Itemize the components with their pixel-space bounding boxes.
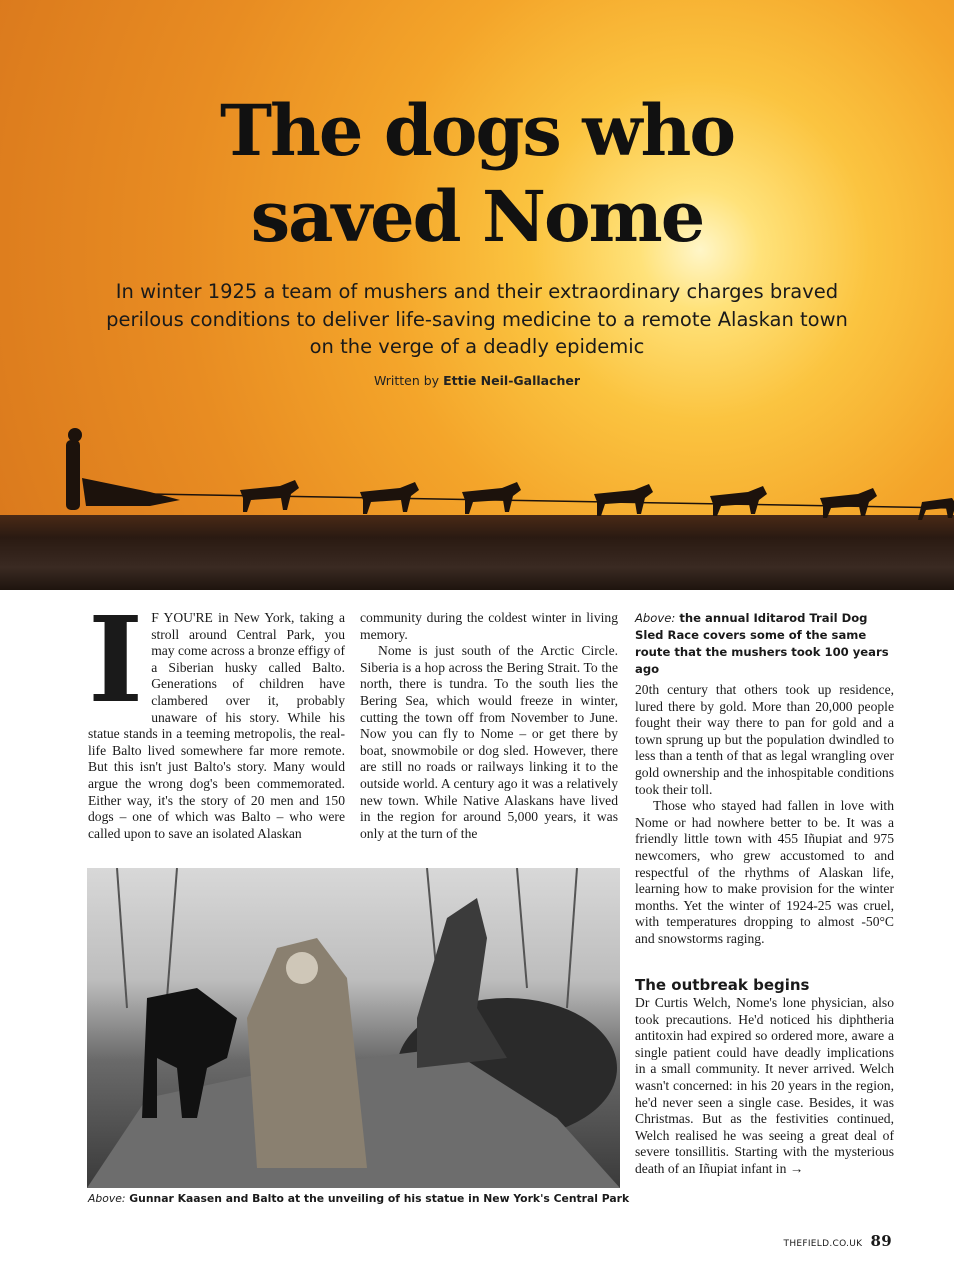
drop-cap: I bbox=[88, 590, 144, 729]
paragraph-1: F YOU'RE in New York, taking a stroll around Central Park, you may come across a bronze effigy of a Siberian husky called Balto. Generations of children have clambered over it, probably unaware of his story. While his statue stands in a teeming metropolis, the real-life Balto lived somewhere far more remote. But this isn't just Balto's story. Many would argue the wrong dog's been commemorated. Either way, it's the story of 20 men and 150 dogs – one of which was Balto – who were called upon to save an isolated Alaskan bbox=[88, 610, 345, 841]
paragraph-2-continued: 20th century that others took up residence, lured there by gold. More than 20,000 people fought their way there to pan for gold and a town sprung up but the population dwindled to less than a tenth of that as legal wrangling over gold ownership and the inhospitable conditions took their toll. bbox=[635, 682, 894, 797]
photo-illustration bbox=[87, 868, 620, 1188]
paragraph-1-continued: community during the coldest winter in living memory. bbox=[360, 610, 618, 642]
paragraph-4: Dr Curtis Welch, Nome's lone physician, also took precautions. He'd noticed his diphtheria antitoxin had expired so ordered more, aware a single patient could have deadly implications in a small community. It never arrived. Welch wasn't concerned: in his 20 years in the region, he'd never seen a single case. Besides, it was Christmas. But as the festivities continued, Welch realised he was seeing a great deal of severe tonsillitis. Starting with the mysterious death of an Iñupiat infant in → bbox=[635, 995, 894, 1176]
site-url: THEFIELD.CO.UK bbox=[783, 1239, 863, 1249]
caption-text: the annual Iditarod Trail Dog Sled Race covers some of the same route that the mushers took 100 years ago bbox=[635, 611, 889, 676]
article-column-2 bbox=[360, 610, 618, 842]
article-column-3 bbox=[635, 682, 894, 948]
paragraph-2: Nome is just south of the Arctic Circle. Siberia is a hop across the Bering Strait. To the north, there is tundra. To the south lies the Bering Sea, which would freeze in winter, cutting the town off from November to June. Now you can fly to Nome – or get there by boat, snowmobile or dog sled. However, there are still no roads or railways linking it to the outside world. A century ago it was a relatively new town. While Native Alaskans have lived in the region for around 5,000 years, it was only at the turn of the bbox=[360, 643, 618, 841]
musher-silhouette bbox=[66, 440, 80, 510]
title-line-2: saved Nome bbox=[250, 175, 704, 258]
paragraph-3: Those who stayed had fallen in love with Nome or had nowhere better to be. It was a friendly little town with 455 Iñupiat and 975 newcomers, who grew accustomed to and respectful of the rhythms of Alaskan life, learning how to make provision for the winter months. Yet the winter of 1924-25 was cruel, with temperatures dropping to almost -50°C and snowstorms raging. bbox=[635, 798, 894, 946]
hero-caption bbox=[635, 610, 897, 678]
page-number: 89 bbox=[870, 1232, 892, 1250]
caption-label: Above: bbox=[635, 611, 676, 625]
byline-prefix: Written by bbox=[373, 373, 440, 388]
sled-silhouette bbox=[82, 478, 180, 506]
page-footer bbox=[784, 1232, 892, 1250]
section-subhead: The outbreak begins bbox=[635, 976, 810, 994]
byline bbox=[0, 373, 954, 388]
article-column-3-lower bbox=[635, 995, 894, 1178]
article-column-1 bbox=[88, 590, 345, 842]
caption-label: Above: bbox=[88, 1192, 126, 1205]
byline-author: Ettie Neil-Gallacher bbox=[443, 373, 581, 388]
photo-caption bbox=[88, 1192, 629, 1205]
balto-statue bbox=[417, 898, 507, 1068]
page-title bbox=[0, 88, 954, 260]
caption-text: Gunnar Kaasen and Balto at the unveiling of his statue in New York's Central Park bbox=[129, 1192, 630, 1205]
dog-silhouettes bbox=[240, 480, 954, 520]
title-line-1: The dogs who bbox=[219, 89, 735, 172]
standfirst: In winter 1925 a team of mushers and their extraordinary charges braved perilous conditions to deliver life-saving medicine to a remote Alaskan town on the verge of a deadly epidemic bbox=[106, 280, 848, 358]
statue-photo bbox=[87, 868, 620, 1188]
